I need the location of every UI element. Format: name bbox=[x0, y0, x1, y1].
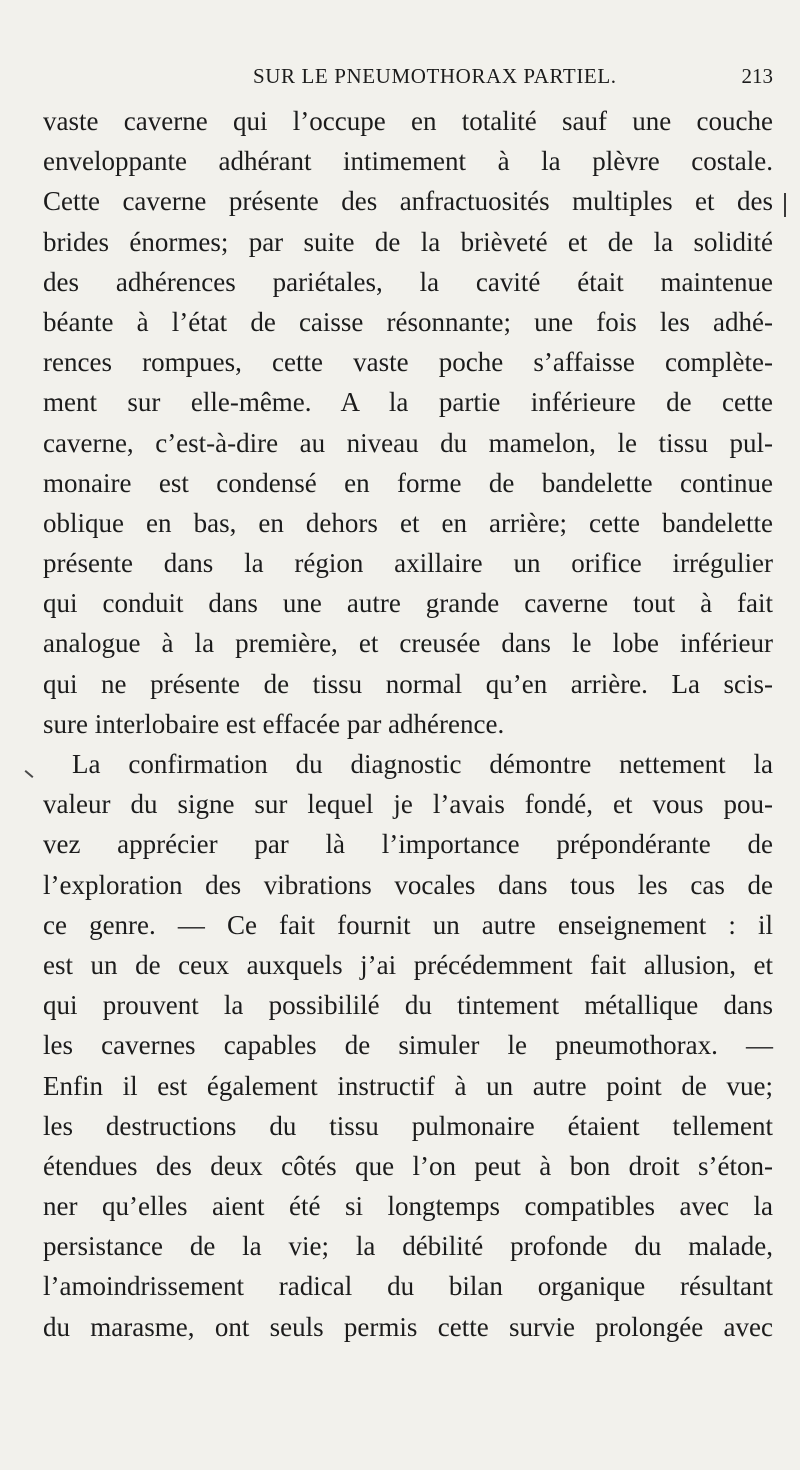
running-title: SUR LE PNEUMOTHORAX PARTIEL. bbox=[253, 64, 617, 88]
text-line: oblique en bas, en dehors et en arrière; cette bandelette bbox=[43, 507, 773, 538]
text-line: ner qu’elles aient été si longtemps compatibles avec la bbox=[43, 1191, 773, 1222]
text-line: Enfin il est également instructif à un autre point de vue; bbox=[43, 1070, 773, 1101]
text-line: qui conduit dans une autre grande caverne tout à fait bbox=[43, 588, 773, 619]
text-line: enveloppante adhérant intimement à la plèvre costale. bbox=[43, 146, 773, 177]
text-line: du marasme, ont seuls permis cette survie prolongée avec bbox=[43, 1311, 773, 1342]
page-number: 213 bbox=[741, 64, 773, 88]
running-head bbox=[253, 64, 773, 92]
text-line: analogue à la première, et creusée dans le lobe inférieur bbox=[43, 628, 773, 659]
body-text bbox=[43, 101, 773, 1347]
paragraph-start-line: La confirmation du diagnostic démontre nettement la bbox=[72, 749, 773, 779]
text-line: caverne, c’est-à-dire au niveau du mamelon, le tissu pul- bbox=[43, 427, 773, 458]
text-line: les destructions du tissu pulmonaire étaient tellement bbox=[43, 1110, 773, 1141]
text-line: l’exploration des vibrations vocales dans tous les cas de bbox=[43, 869, 773, 900]
text-line: des adhérences pariétales, la cavité était maintenue bbox=[43, 266, 773, 297]
text-line: étendues des deux côtés que l’on peut à bon droit s’éton- bbox=[43, 1150, 773, 1181]
text-line: brides énormes; par suite de la brièveté et de la solidité bbox=[43, 226, 773, 257]
text-line: l’amoindrissement radical du bilan organique résultant bbox=[43, 1271, 773, 1302]
text-line: monaire est condensé en forme de bandelette continue bbox=[43, 467, 773, 498]
text-line: qui ne présente de tissu normal qu’en arrière. La scis- bbox=[43, 668, 773, 699]
paragraph-end-line: sure interlobaire est effacée par adhérence. bbox=[43, 708, 505, 739]
text-line: vaste caverne qui l’occupe en totalité sauf une couche bbox=[43, 106, 773, 136]
text-line: persistance de la vie; la débilité profonde du malade, bbox=[43, 1231, 773, 1262]
text-line: béante à l’état de caisse résonnante; une fois les adhé- bbox=[43, 306, 773, 337]
text-line: qui prouvent la possibililé du tintement métallique dans bbox=[43, 990, 773, 1021]
text-line: présente dans la région axillaire un orifice irrégulier bbox=[43, 548, 773, 579]
text-line: est un de ceux auxquels j’ai précédemment fait allusion, et bbox=[43, 949, 773, 980]
text-line: les cavernes capables de simuler le pneumothorax. — bbox=[43, 1030, 773, 1061]
text-line: ment sur elle-même. A la partie inférieure de cette bbox=[43, 387, 773, 418]
margin-mark bbox=[784, 193, 786, 217]
text-line: valeur du signe sur lequel je l’avais fondé, et vous pou- bbox=[43, 789, 773, 820]
text-line: rences rompues, cette vaste poche s’affaisse complète- bbox=[43, 347, 773, 378]
margin-mark bbox=[25, 770, 34, 778]
text-line: Cette caverne présente des anfractuosités multiples et des bbox=[43, 186, 773, 217]
text-line: ce genre. — Ce fait fournit un autre enseignement : il bbox=[43, 909, 773, 940]
text-line: vez apprécier par là l’importance prépondérante de bbox=[43, 829, 773, 860]
